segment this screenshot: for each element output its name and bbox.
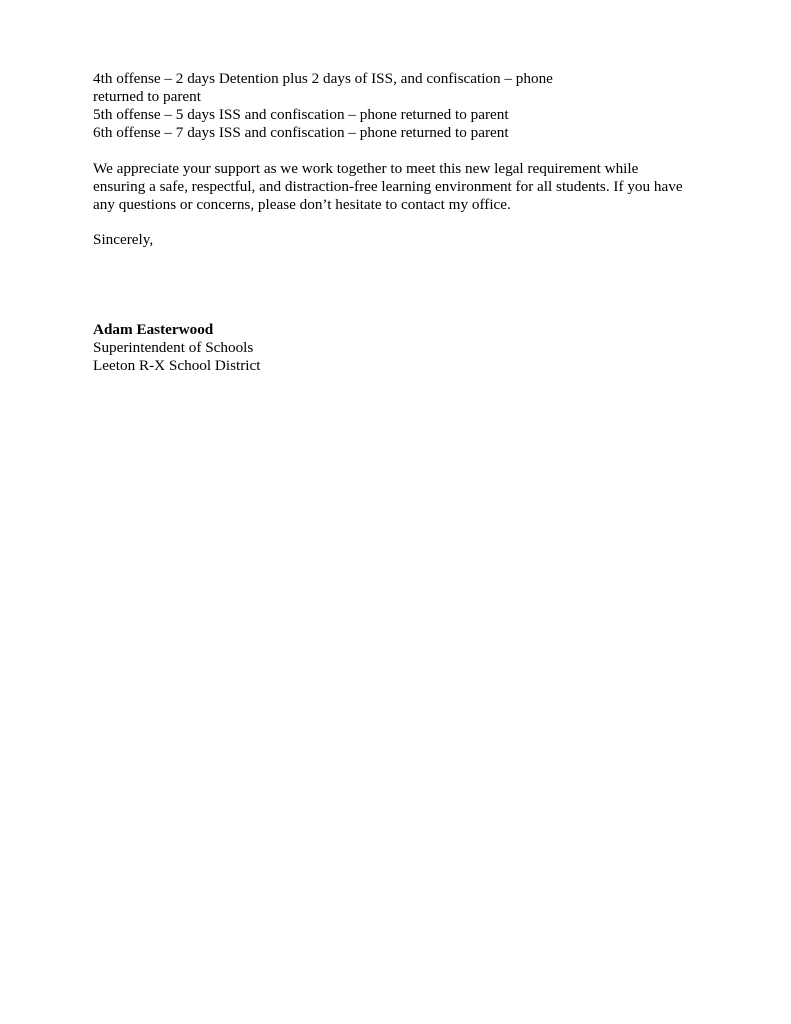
closing-paragraph-line-3: any questions or concerns, please don’t hesitate to contact my office. xyxy=(93,196,511,213)
salutation: Sincerely, xyxy=(93,231,154,248)
signatory-organization: Leeton R-X School District xyxy=(93,357,261,374)
closing-paragraph-line-2: ensuring a safe, respectful, and distraction-free learning environment for all students. If you have xyxy=(93,178,683,195)
signatory-title: Superintendent of Schools xyxy=(93,339,254,356)
offense-4-continuation: returned to parent xyxy=(93,88,201,105)
closing-paragraph-line-1: We appreciate your support as we work together to meet this new legal requirement while xyxy=(93,160,639,177)
offense-4-line: 4th offense – 2 days Detention plus 2 days of ISS, and confiscation – phone xyxy=(93,70,553,87)
signatory-name: Adam Easterwood xyxy=(93,321,214,338)
offense-5-line: 5th offense – 5 days ISS and confiscation – phone returned to parent xyxy=(93,106,509,123)
offense-6-line: 6th offense – 7 days ISS and confiscation – phone returned to parent xyxy=(93,124,509,141)
